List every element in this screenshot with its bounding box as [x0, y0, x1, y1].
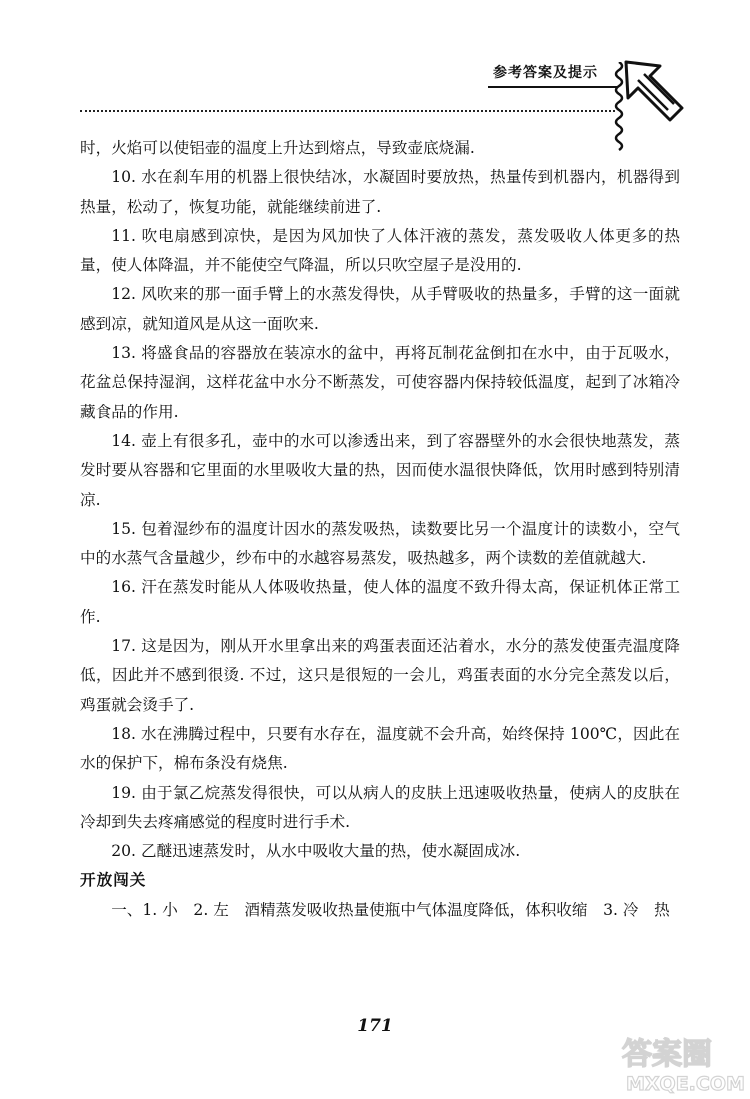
answer-paragraph: 17. 这是因为，刚从开水里拿出来的鸡蛋表面还沾着水，水分的蒸发使蛋壳温度降低，因此并不感到很烫. 不过，这只是很短的一会儿，鸡蛋表面的水分完全蒸发以后，鸡蛋就会烫手了. [80, 637, 680, 714]
watermark-text: 答案圈 [622, 1037, 712, 1072]
answer-paragraph: 13. 将盛食品的容器放在装凉水的盆中，再将瓦制花盆倒扣在水中，由于瓦吸水，花盆总保持湿润，这样花盆中水分不断蒸发，可使容器内保持较低温度，起到了冰箱冷藏食品的作用. [80, 344, 680, 421]
section-answer: 一、1. 小 2. 左 酒精蒸发吸收热量使瓶中气体温度降低，体积收缩 3. 冷 热 [111, 900, 670, 919]
answer-paragraph: 11. 吹电扇感到凉快，是因为风加快了人体汗液的蒸发，蒸发吸收人体更多的热量，使人体降温，并不能使空气降温，所以只吹空屋子是没用的. [80, 226, 680, 275]
answer-paragraph: 15. 包着湿纱布的温度计因水的蒸发吸热，读数要比另一个温度计的读数小，空气中的水蒸气含量越少，纱布中的水越容易蒸发，吸热越多，两个读数的差值就越大. [80, 519, 680, 568]
answer-paragraph: 12. 风吹来的那一面手臂上的水蒸发得快，从手臂吸收的热量多，手臂的这一面就感到凉，就知道风是从这一面吹来. [80, 285, 680, 333]
answer-paragraph: 14. 壶上有很多孔，壶中的水可以渗透出来，到了容器壁外的水会很快地蒸发，蒸发时要从容器和它里面的水里吸收大量的热，因而使水温很快降低，饮用时感到特别清凉. [80, 431, 680, 509]
section-heading: 开放闯关 [80, 871, 147, 890]
answer-paragraph: 19. 由于氯乙烷蒸发得很快，可以从病人的皮肤上迅速吸收热量，使病人的皮肤在冷却到失去疼痛感觉的程度时进行手术. [80, 783, 680, 831]
header-rule [488, 86, 618, 88]
answer-paragraph: 18. 水在沸腾过程中，只要有水存在，温度就不会升高，始终保持 100℃，因此在水的保护下，棉布条没有烧焦. [80, 724, 680, 773]
answer-paragraph: 10. 水在刹车用的机器上很快结冰，水凝固时要放热，热量传到机器内，机器得到热量，松动了，恢复功能，就能继续前进了. [80, 168, 680, 216]
page-number: 171 [357, 1016, 393, 1036]
answer-paragraph: 时，火焰可以使铝壶的温度上升达到熔点，导致壶底烧漏. [80, 139, 475, 157]
north-west-arrow-icon [624, 60, 684, 122]
header-title: 参考答案及提示 [493, 65, 598, 81]
watermark-logo [618, 1028, 746, 1096]
page-header [0, 0, 750, 150]
answer-paragraph: 20. 乙醚迅速蒸发时，从水中吸收大量的热，使水凝固成冰. [111, 842, 521, 861]
answer-content [80, 134, 680, 925]
answer-paragraph: 16. 汗在蒸发时能从人体吸收热量，使人体的温度不致升得太高，保证机体正常工作. [80, 578, 680, 626]
dotted-divider [80, 110, 615, 112]
watermark-url: MXQE.COM [626, 1073, 745, 1095]
